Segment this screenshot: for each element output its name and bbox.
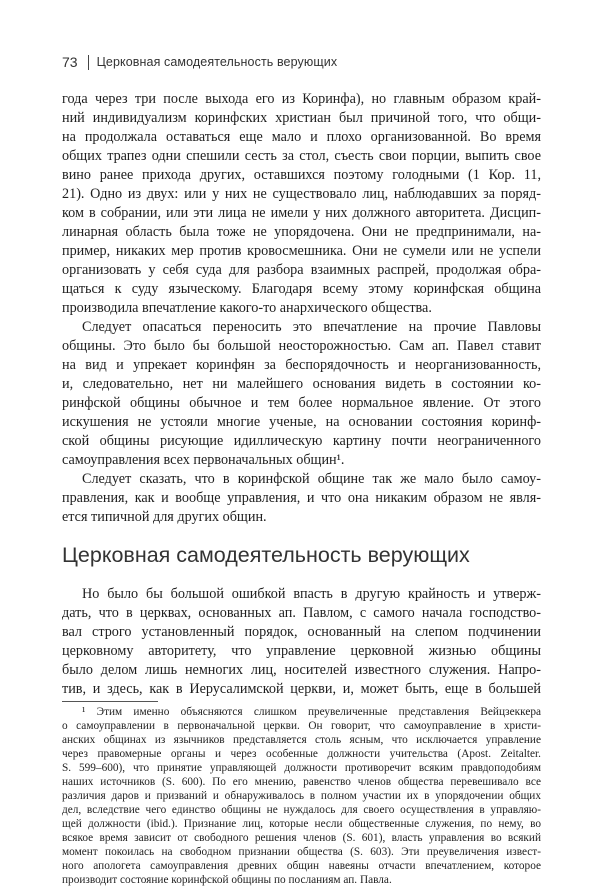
text-line: Следует сказать, что в коринфской общине так же мало было самоу-	[82, 471, 541, 487]
footnote-line: о самоуправлении в первоначальной церкви. Он говорит, что самоуправление в христи-	[62, 720, 541, 732]
paragraph	[62, 470, 541, 527]
running-title: Церковная самодеятельность верующих	[96, 55, 338, 69]
text-line: вал строго установленный порядок, основанный на слепом подчинении	[62, 624, 541, 640]
footnote-line: ¹ Этим именно объясняются слишком преувеличенные представления Вейцзеккера	[82, 706, 541, 718]
header-divider	[88, 55, 89, 70]
footnote-line: ного апологета самоуправления древних общин навеяны отчасти впечатлением, которое	[62, 860, 541, 872]
text-line: искушения не устояли многие ученые, на основании состояния коринф-	[62, 414, 541, 430]
footnote	[62, 705, 541, 887]
text-line: ринфской общины обычное и тем более нормальное явление. От этого	[62, 395, 541, 411]
footnote-line: момент покоилась на свободном признании общества (S. 603). Эти преувеличения извест-	[62, 846, 541, 858]
text-line: ской общины рисующие идиллическую картину почти неограниченного	[62, 433, 541, 449]
text-line: вино ранее прихода других, оставшихся поэтому голодными (1 Кор. 11,	[62, 167, 541, 183]
text-line: Следует опасаться переносить это впечатление на прочие Павловы	[82, 319, 541, 335]
text-line: ком в собрании, или эти лица не имели у них должного авторитета. Дисцип-	[62, 205, 541, 221]
running-header	[62, 52, 541, 72]
text-line: тив, и здесь, как в Иерусалимской церкви, и, может быть, еще в большей	[62, 681, 541, 697]
text-line: дать, что в церквах, основанных ап. Павлом, с самого начала господство-	[62, 605, 541, 621]
text-line: производила впечатление какого-то анархического общества.	[62, 300, 432, 316]
text-line: Но было бы большой ошибкой впасть в другую крайность и утверж-	[82, 586, 541, 602]
footnote-line: всякое время зависит от свободного решения членов (S. 601), власть управления во всякий	[62, 832, 541, 844]
paragraph	[62, 90, 541, 318]
text-line: пример, никаких мер против кровосмешника. Они не сумели или не успели	[62, 243, 541, 259]
text-line: ний индивидуализм коринфских христиан был причиной того, что общи-	[62, 110, 541, 126]
text-line: года через три после выхода его из Коринфа), но главным образом край-	[62, 91, 541, 107]
text-line: общих трапез одни спешили сесть за стол, съесть свои порции, выпить свое	[62, 148, 541, 164]
section-heading: Церковная самодеятельность верующих	[62, 543, 470, 567]
footnote-line: производит состояние коринфской общины по посланиям ап. Павла.	[62, 874, 392, 886]
footnote-line: наших источников (S. 600). По его мнению, равенство членов общества перевешивало все	[62, 776, 541, 788]
text-line: щаться к суду языческому. Благодаря всему этому коринфская община	[62, 281, 541, 297]
body-text	[62, 90, 541, 527]
footnote-line: дел, вследствие чего единство общины не нуждалось для своего осуществления в управляю-	[62, 804, 541, 816]
footnote-line: S. 599–600), что принятие управляющей должности противоречит всяким правдоподобиям	[62, 762, 541, 774]
page-number: 73	[62, 54, 78, 70]
text-line: на вид и упрекает коринфян за беспорядочность и неорганизованность,	[62, 357, 541, 373]
footnote-line: анских общинах из язычников представляется столь ясным, что исключается управление	[62, 734, 541, 746]
text-line: линарная область была тоже не упорядочена. Они не предпринимали, на-	[62, 224, 541, 240]
footnote-line: щей должности (ibid.). Признание лиц, которые несли общественные служения, по нему, во	[62, 818, 541, 830]
footnote-rule	[62, 701, 158, 702]
section-body-text	[62, 585, 541, 699]
text-line: церковному авторитету, что управление церковной жизнью общины	[62, 643, 541, 659]
footnote-line: различия даров и призваний и обнаруживалось в полном участии их в упорядочении общих	[62, 790, 541, 802]
paragraph	[62, 585, 541, 699]
text-line: общины. Это было бы большой неосторожностью. Сам ап. Павел ставит	[62, 338, 541, 354]
footnote-line: через правомерные органы и через особенные должности учительства (Apost. Zeitalter.	[62, 748, 541, 760]
text-line: ется типичной для других общин.	[62, 509, 267, 525]
text-line: организовать у себя суда для разбора взаимных распрей, продолжая обра-	[62, 262, 541, 278]
paragraph	[62, 318, 541, 470]
text-line: 21). Одно из двух: или у них не существовало лиц, наблюдавших за поряд-	[62, 186, 541, 202]
text-line: правления, как и вообще управления, и что она никаким образом не явля-	[62, 490, 541, 506]
text-line: на продолжала оставаться еще мало и плохо организованной. Во время	[62, 129, 541, 145]
text-line: и, следовательно, нет ни малейшего основания видеть в состоянии ко-	[62, 376, 541, 392]
text-line: самоуправления всех первоначальных общин¹.	[62, 452, 345, 468]
text-line: было делом лишь немногих лиц, носителей известного служения. Напро-	[62, 662, 541, 678]
